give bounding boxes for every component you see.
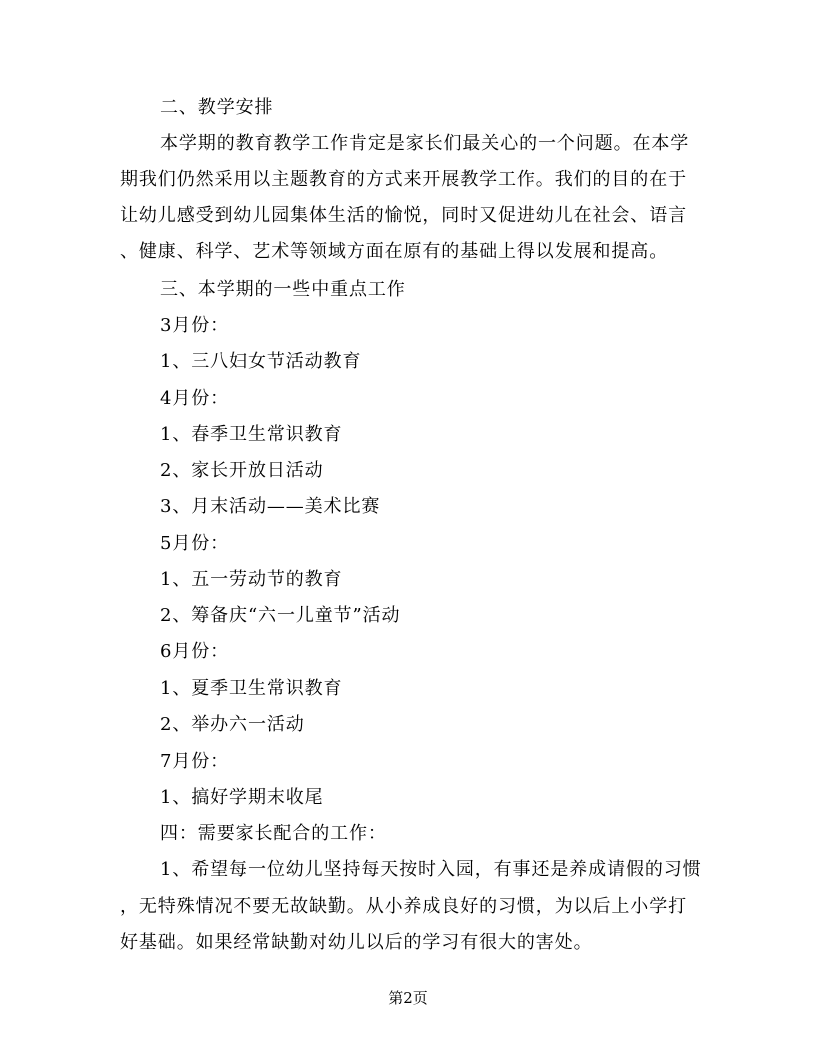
section-heading-parent-cooperation: 四：需要家长配合的工作： <box>160 823 387 844</box>
month-heading: 6月份： <box>160 641 230 662</box>
paragraph-line: ，无特殊情况不要无故缺勤。从小养成良好的习惯，为以后上小学打 <box>120 896 687 917</box>
section-heading-teaching: 二、教学安排 <box>160 97 274 118</box>
paragraph-line: 让幼儿感受到幼儿园集体生活的愉悦，同时又促进幼儿在社会、语言 <box>120 205 687 226</box>
page-number: 第2页 <box>388 989 428 1007</box>
list-item: 1、夏季卫生常识教育 <box>160 678 343 699</box>
paragraph-line: 1、希望每一位幼儿坚持每天按时入园，有事还是养成请假的习惯 <box>160 859 702 880</box>
list-item: 2、筹备庆“六一儿童节”活动 <box>160 605 401 626</box>
list-item: 1、春季卫生常识教育 <box>160 424 343 445</box>
list-item: 1、五一劳动节的教育 <box>160 569 343 590</box>
list-item: 1、三八妇女节活动教育 <box>160 351 362 372</box>
paragraph-line: 好基础。如果经常缺勤对幼儿以后的学习有很大的害处。 <box>120 932 593 953</box>
section-heading-key-work: 三、本学期的一些中重点工作 <box>160 279 406 300</box>
paragraph-line: 本学期的教育教学工作肯定是家长们最关心的一个问题。在本学 <box>160 133 690 154</box>
paragraph-line: 、健康、科学、艺术等领域方面在原有的基础上得以发展和提高。 <box>120 241 669 262</box>
month-heading: 4月份： <box>160 388 230 409</box>
list-item: 2、家长开放日活动 <box>160 460 324 481</box>
list-item: 2、举办六一活动 <box>160 714 305 735</box>
month-heading: 7月份： <box>160 751 230 772</box>
list-item: 3、月末活动——美术比赛 <box>160 496 381 517</box>
month-heading: 3月份： <box>160 315 230 336</box>
list-item: 1、搞好学期末收尾 <box>160 787 324 808</box>
month-heading: 5月份： <box>160 533 230 554</box>
paragraph-line: 期我们仍然采用以主题教育的方式来开展教学工作。我们的目的在于 <box>120 169 687 190</box>
